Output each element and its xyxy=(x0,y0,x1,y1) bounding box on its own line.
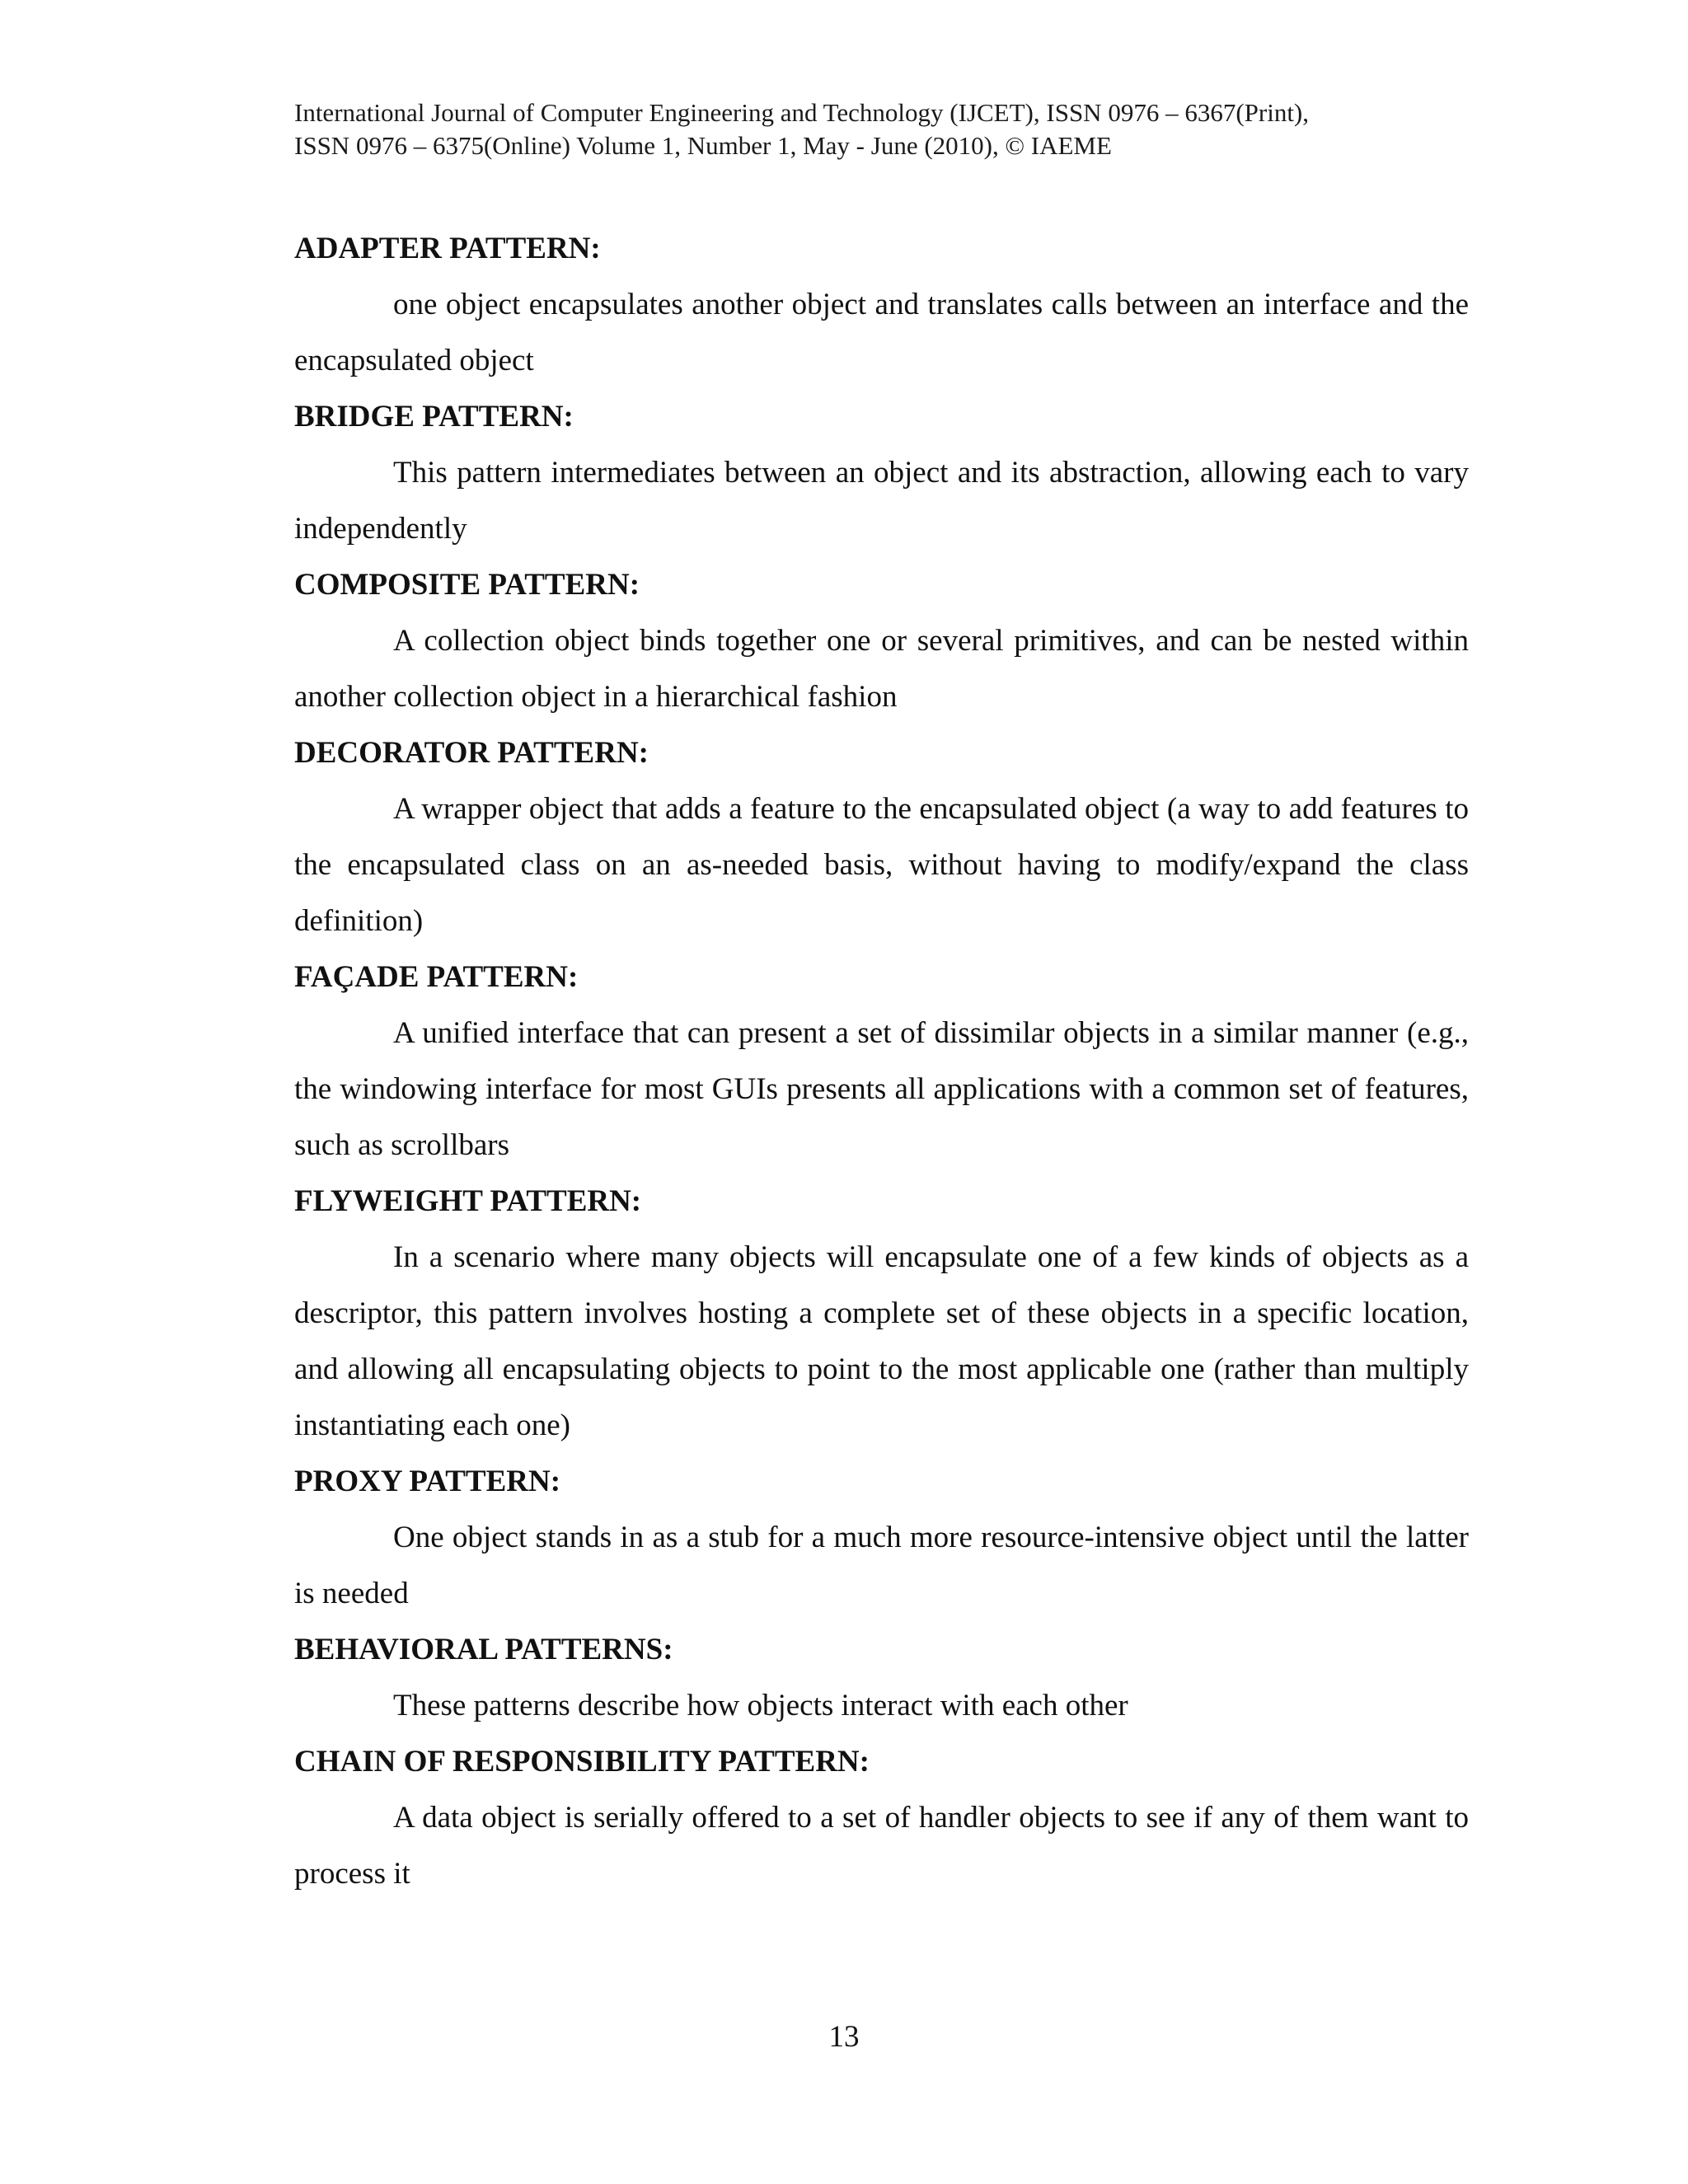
section-heading: FAÇADE PATTERN: xyxy=(294,960,579,994)
section-composite-pattern xyxy=(294,557,1469,725)
header-line-1: International Journal of Computer Engineering and Technology (IJCET), ISSN 0976 – 6367(Print), xyxy=(294,98,1310,127)
section-body: A unified interface that can present a set of dissimilar objects in a similar manner (e.g., the windowing interface for most GUIs presents all applications with a common set of features, such as scrollbars xyxy=(294,1016,1469,1162)
section-bridge-pattern xyxy=(294,389,1469,557)
section-heading: ADAPTER PATTERN: xyxy=(294,232,601,265)
section-flyweight-pattern xyxy=(294,1174,1469,1454)
section-body: A wrapper object that adds a feature to the encapsulated object (a way to add features to the encapsulated class on an as-needed basis, without having to modify/expand the class definition) xyxy=(294,792,1469,938)
page-number: 13 xyxy=(828,2020,860,2054)
section-decorator-pattern xyxy=(294,725,1469,949)
section-heading: PROXY PATTERN: xyxy=(294,1465,561,1498)
section-body: A collection object binds together one or several primitives, and can be nested within another collection object in a hierarchical fashion xyxy=(294,624,1469,714)
section-proxy-pattern xyxy=(294,1454,1469,1622)
section-body: one object encapsulates another object and translates calls between an interface and the encapsulated object xyxy=(294,288,1469,377)
section-heading: CHAIN OF RESPONSIBILITY PATTERN: xyxy=(294,1745,870,1779)
section-body: In a scenario where many objects will encapsulate one of a few kinds of objects as a descriptor, this pattern involves hosting a complete set of these objects in a specific location, and allowing all encapsulating objects to point to the most applicable one (rather than multiply instantiating each one) xyxy=(294,1240,1469,1442)
section-heading: DECORATOR PATTERN: xyxy=(294,736,649,770)
header-line-2: ISSN 0976 – 6375(Online) Volume 1, Number 1, May - June (2010), © IAEME xyxy=(294,131,1112,160)
section-heading: BEHAVIORAL PATTERNS: xyxy=(294,1633,673,1666)
section-heading: BRIDGE PATTERN: xyxy=(294,400,574,434)
section-behavioral-patterns xyxy=(294,1622,1469,1734)
section-facade-pattern xyxy=(294,949,1469,1174)
section-body: This pattern intermediates between an object and its abstraction, allowing each to vary independently xyxy=(294,456,1469,546)
section-body: One object stands in as a stub for a much more resource-intensive object until the latter is needed xyxy=(294,1521,1469,1610)
section-heading: COMPOSITE PATTERN: xyxy=(294,568,640,602)
section-body: These patterns describe how objects interact with each other xyxy=(393,1689,1128,1722)
section-body: A data object is serially offered to a set of handler objects to see if any of them want to process it xyxy=(294,1801,1469,1891)
section-adapter-pattern xyxy=(294,221,1469,389)
section-chain-of-responsibility-pattern xyxy=(294,1734,1469,1902)
journal-running-header xyxy=(294,96,1531,162)
main-content xyxy=(294,221,1469,1902)
section-heading: FLYWEIGHT PATTERN: xyxy=(294,1184,642,1218)
